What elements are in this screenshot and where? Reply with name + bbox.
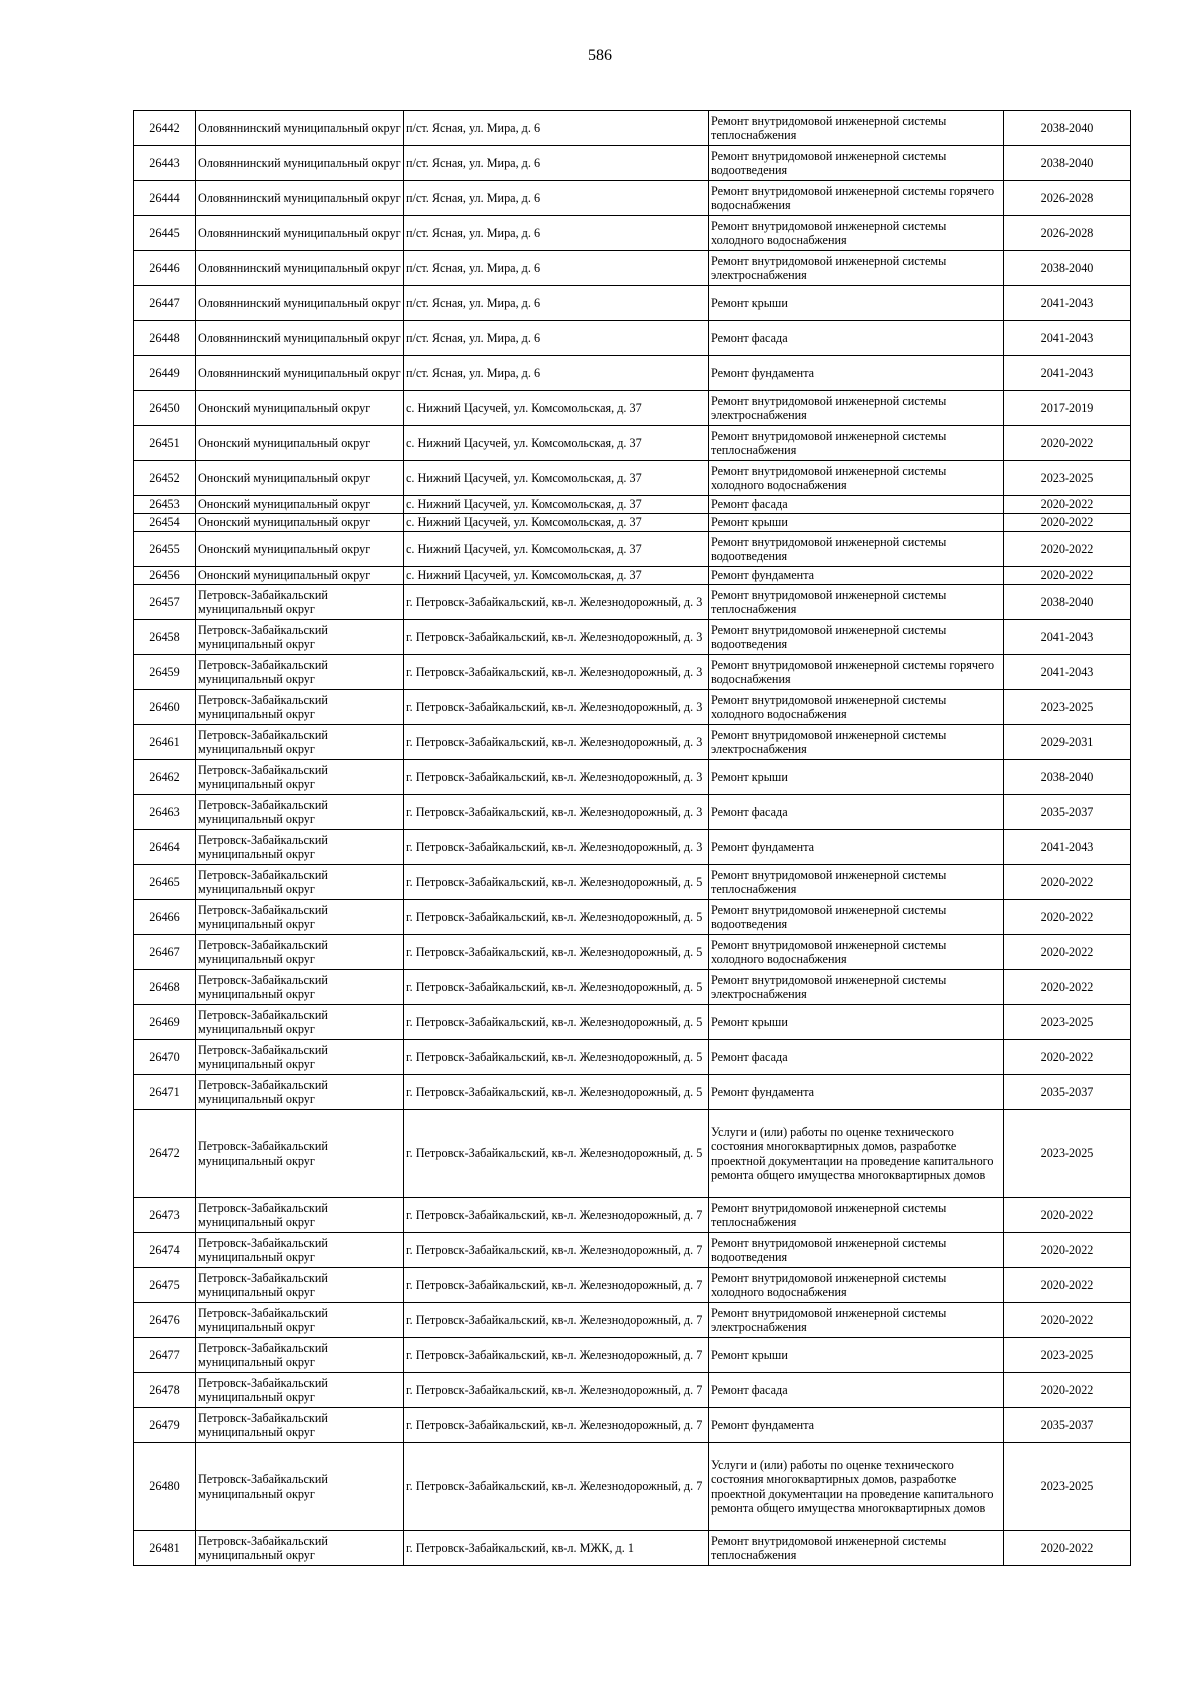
- district-cell: Петровск-Забайкальский муниципальный округ: [196, 1373, 404, 1408]
- work-type-cell: Ремонт внутридомовой инженерной системы холодного водоснабжения: [709, 461, 1004, 496]
- district-cell: Петровск-Забайкальский муниципальный округ: [196, 655, 404, 690]
- work-type-cell: Услуги и (или) работы по оценке технического состояния многоквартирных домов, разработке проектной документации на проведение капитального ремонта общего имущества многоквартирных домов: [709, 1110, 1004, 1198]
- table-row: [134, 1075, 1131, 1110]
- district-cell: Петровск-Забайкальский муниципальный округ: [196, 1040, 404, 1075]
- years-cell: 2020-2022: [1004, 567, 1131, 585]
- work-type-cell: Ремонт внутридомовой инженерной системы электроснабжения: [709, 1303, 1004, 1338]
- district-cell: Петровск-Забайкальский муниципальный округ: [196, 1303, 404, 1338]
- address-cell: п/ст. Ясная, ул. Мира, д. 6: [404, 356, 709, 391]
- table-row: [134, 1531, 1131, 1566]
- work-type-cell: Ремонт фасада: [709, 321, 1004, 356]
- table-row: [134, 1408, 1131, 1443]
- work-type-cell: Ремонт фундамента: [709, 830, 1004, 865]
- address-cell: г. Петровск-Забайкальский, кв-л. Железнодорожный, д. 3: [404, 795, 709, 830]
- work-type-cell: Ремонт внутридомовой инженерной системы водоотведения: [709, 620, 1004, 655]
- years-cell: 2020-2022: [1004, 1303, 1131, 1338]
- address-cell: г. Петровск-Забайкальский, кв-л. Железнодорожный, д. 7: [404, 1408, 709, 1443]
- address-cell: г. Петровск-Забайкальский, кв-л. Железнодорожный, д. 5: [404, 1075, 709, 1110]
- row-number-cell: 26460: [134, 690, 196, 725]
- years-cell: 2041-2043: [1004, 830, 1131, 865]
- row-number-cell: 26472: [134, 1110, 196, 1198]
- district-cell: Оловяннинский муниципальный округ: [196, 146, 404, 181]
- row-number-cell: 26448: [134, 321, 196, 356]
- work-type-cell: Ремонт крыши: [709, 286, 1004, 321]
- address-cell: г. Петровск-Забайкальский, кв-л. Железнодорожный, д. 3: [404, 585, 709, 620]
- district-cell: Петровск-Забайкальский муниципальный округ: [196, 1443, 404, 1531]
- district-cell: Оловяннинский муниципальный округ: [196, 356, 404, 391]
- work-type-cell: Ремонт внутридомовой инженерной системы теплоснабжения: [709, 111, 1004, 146]
- address-cell: г. Петровск-Забайкальский, кв-л. Железнодорожный, д. 5: [404, 1040, 709, 1075]
- table-row: [134, 286, 1131, 321]
- work-type-cell: Ремонт фасада: [709, 795, 1004, 830]
- table-row: [134, 690, 1131, 725]
- years-cell: 2020-2022: [1004, 532, 1131, 567]
- address-cell: г. Петровск-Забайкальский, кв-л. Железнодорожный, д. 5: [404, 935, 709, 970]
- years-cell: 2023-2025: [1004, 690, 1131, 725]
- address-cell: г. Петровск-Забайкальский, кв-л. Железнодорожный, д. 7: [404, 1338, 709, 1373]
- row-number-cell: 26452: [134, 461, 196, 496]
- district-cell: Петровск-Забайкальский муниципальный округ: [196, 900, 404, 935]
- row-number-cell: 26451: [134, 426, 196, 461]
- address-cell: г. Петровск-Забайкальский, кв-л. Железнодорожный, д. 3: [404, 655, 709, 690]
- table-row: [134, 181, 1131, 216]
- district-cell: Петровск-Забайкальский муниципальный округ: [196, 1268, 404, 1303]
- address-cell: г. Петровск-Забайкальский, кв-л. Железнодорожный, д. 3: [404, 830, 709, 865]
- district-cell: Петровск-Забайкальский муниципальный округ: [196, 1005, 404, 1040]
- years-cell: 2020-2022: [1004, 1373, 1131, 1408]
- district-cell: Ононский муниципальный округ: [196, 391, 404, 426]
- years-cell: 2029-2031: [1004, 725, 1131, 760]
- work-type-cell: Ремонт внутридомовой инженерной системы водоотведения: [709, 900, 1004, 935]
- address-cell: с. Нижний Цасучей, ул. Комсомольская, д. 37: [404, 426, 709, 461]
- years-cell: 2035-2037: [1004, 1408, 1131, 1443]
- years-cell: 2041-2043: [1004, 356, 1131, 391]
- address-cell: п/ст. Ясная, ул. Мира, д. 6: [404, 216, 709, 251]
- work-type-cell: Ремонт внутридомовой инженерной системы холодного водоснабжения: [709, 1268, 1004, 1303]
- table-row: [134, 1110, 1131, 1198]
- district-cell: Ононский муниципальный округ: [196, 426, 404, 461]
- address-cell: п/ст. Ясная, ул. Мира, д. 6: [404, 251, 709, 286]
- address-cell: п/ст. Ясная, ул. Мира, д. 6: [404, 181, 709, 216]
- years-cell: 2020-2022: [1004, 1040, 1131, 1075]
- years-cell: 2020-2022: [1004, 1198, 1131, 1233]
- district-cell: Петровск-Забайкальский муниципальный округ: [196, 585, 404, 620]
- address-cell: п/ст. Ясная, ул. Мира, д. 6: [404, 146, 709, 181]
- row-number-cell: 26476: [134, 1303, 196, 1338]
- row-number-cell: 26464: [134, 830, 196, 865]
- table-row: [134, 146, 1131, 181]
- years-cell: 2023-2025: [1004, 1443, 1131, 1531]
- years-cell: 2035-2037: [1004, 1075, 1131, 1110]
- district-cell: Ононский муниципальный округ: [196, 514, 404, 532]
- table-row: [134, 970, 1131, 1005]
- row-number-cell: 26473: [134, 1198, 196, 1233]
- address-cell: г. Петровск-Забайкальский, кв-л. Железнодорожный, д. 3: [404, 620, 709, 655]
- work-type-cell: Ремонт фундамента: [709, 356, 1004, 391]
- years-cell: 2038-2040: [1004, 111, 1131, 146]
- table-row: [134, 111, 1131, 146]
- district-cell: Петровск-Забайкальский муниципальный округ: [196, 760, 404, 795]
- address-cell: г. Петровск-Забайкальский, кв-л. Железнодорожный, д. 7: [404, 1198, 709, 1233]
- table-row: [134, 567, 1131, 585]
- table-row: [134, 532, 1131, 567]
- address-cell: г. Петровск-Забайкальский, кв-л. Железнодорожный, д. 3: [404, 760, 709, 795]
- row-number-cell: 26479: [134, 1408, 196, 1443]
- address-cell: с. Нижний Цасучей, ул. Комсомольская, д. 37: [404, 496, 709, 514]
- row-number-cell: 26443: [134, 146, 196, 181]
- district-cell: Петровск-Забайкальский муниципальный округ: [196, 865, 404, 900]
- table-row: [134, 461, 1131, 496]
- years-cell: 2035-2037: [1004, 795, 1131, 830]
- row-number-cell: 26457: [134, 585, 196, 620]
- table-row: [134, 830, 1131, 865]
- address-cell: п/ст. Ясная, ул. Мира, д. 6: [404, 321, 709, 356]
- years-cell: 2020-2022: [1004, 935, 1131, 970]
- years-cell: 2041-2043: [1004, 321, 1131, 356]
- row-number-cell: 26477: [134, 1338, 196, 1373]
- work-type-cell: Ремонт крыши: [709, 1005, 1004, 1040]
- address-cell: с. Нижний Цасучей, ул. Комсомольская, д. 37: [404, 532, 709, 567]
- district-cell: Петровск-Забайкальский муниципальный округ: [196, 1075, 404, 1110]
- district-cell: Петровск-Забайкальский муниципальный округ: [196, 1408, 404, 1443]
- row-number-cell: 26474: [134, 1233, 196, 1268]
- table-row: [134, 935, 1131, 970]
- district-cell: Оловяннинский муниципальный округ: [196, 321, 404, 356]
- district-cell: Оловяннинский муниципальный округ: [196, 286, 404, 321]
- address-cell: г. Петровск-Забайкальский, кв-л. Железнодорожный, д. 5: [404, 900, 709, 935]
- work-type-cell: Ремонт внутридомовой инженерной системы теплоснабжения: [709, 865, 1004, 900]
- table-row: [134, 496, 1131, 514]
- work-type-cell: Ремонт внутридомовой инженерной системы горячего водоснабжения: [709, 655, 1004, 690]
- years-cell: 2038-2040: [1004, 251, 1131, 286]
- district-cell: Петровск-Забайкальский муниципальный округ: [196, 1110, 404, 1198]
- table-row: [134, 1233, 1131, 1268]
- years-cell: 2038-2040: [1004, 585, 1131, 620]
- row-number-cell: 26461: [134, 725, 196, 760]
- years-cell: 2023-2025: [1004, 1005, 1131, 1040]
- work-type-cell: Ремонт внутридомовой инженерной системы электроснабжения: [709, 725, 1004, 760]
- work-type-cell: Ремонт фасада: [709, 1040, 1004, 1075]
- table-row: [134, 1303, 1131, 1338]
- years-cell: 2041-2043: [1004, 286, 1131, 321]
- table-row: [134, 1373, 1131, 1408]
- row-number-cell: 26454: [134, 514, 196, 532]
- address-cell: п/ст. Ясная, ул. Мира, д. 6: [404, 286, 709, 321]
- work-type-cell: Ремонт фасада: [709, 1373, 1004, 1408]
- district-cell: Петровск-Забайкальский муниципальный округ: [196, 1233, 404, 1268]
- district-cell: Петровск-Забайкальский муниципальный округ: [196, 1198, 404, 1233]
- address-cell: с. Нижний Цасучей, ул. Комсомольская, д. 37: [404, 461, 709, 496]
- table-row: [134, 321, 1131, 356]
- district-cell: Ононский муниципальный округ: [196, 532, 404, 567]
- work-type-cell: Ремонт внутридомовой инженерной системы теплоснабжения: [709, 426, 1004, 461]
- work-type-cell: Ремонт внутридомовой инженерной системы теплоснабжения: [709, 1198, 1004, 1233]
- table-row: [134, 655, 1131, 690]
- address-cell: г. Петровск-Забайкальский, кв-л. Железнодорожный, д. 3: [404, 725, 709, 760]
- table-row: [134, 356, 1131, 391]
- work-type-cell: Ремонт внутридомовой инженерной системы электроснабжения: [709, 251, 1004, 286]
- address-cell: с. Нижний Цасучей, ул. Комсомольская, д. 37: [404, 514, 709, 532]
- years-cell: 2020-2022: [1004, 1233, 1131, 1268]
- years-cell: 2038-2040: [1004, 760, 1131, 795]
- district-cell: Оловяннинский муниципальный округ: [196, 216, 404, 251]
- address-cell: г. Петровск-Забайкальский, кв-л. Железнодорожный, д. 5: [404, 865, 709, 900]
- work-type-cell: Ремонт внутридомовой инженерной системы электроснабжения: [709, 970, 1004, 1005]
- district-cell: Петровск-Забайкальский муниципальный округ: [196, 1338, 404, 1373]
- work-type-cell: Ремонт внутридомовой инженерной системы водоотведения: [709, 146, 1004, 181]
- row-number-cell: 26459: [134, 655, 196, 690]
- district-cell: Петровск-Забайкальский муниципальный округ: [196, 970, 404, 1005]
- work-type-cell: Ремонт фасада: [709, 496, 1004, 514]
- address-cell: г. Петровск-Забайкальский, кв-л. МЖК, д. 1: [404, 1531, 709, 1566]
- district-cell: Ононский муниципальный округ: [196, 567, 404, 585]
- row-number-cell: 26465: [134, 865, 196, 900]
- row-number-cell: 26471: [134, 1075, 196, 1110]
- row-number-cell: 26480: [134, 1443, 196, 1531]
- table-row: [134, 760, 1131, 795]
- work-type-cell: Ремонт фундамента: [709, 567, 1004, 585]
- row-number-cell: 26445: [134, 216, 196, 251]
- address-cell: с. Нижний Цасучей, ул. Комсомольская, д. 37: [404, 567, 709, 585]
- row-number-cell: 26462: [134, 760, 196, 795]
- table-row: [134, 865, 1131, 900]
- years-cell: 2041-2043: [1004, 620, 1131, 655]
- row-number-cell: 26444: [134, 181, 196, 216]
- address-cell: г. Петровск-Забайкальский, кв-л. Железнодорожный, д. 7: [404, 1268, 709, 1303]
- address-cell: г. Петровск-Забайкальский, кв-л. Железнодорожный, д. 7: [404, 1233, 709, 1268]
- address-cell: г. Петровск-Забайкальский, кв-л. Железнодорожный, д. 7: [404, 1373, 709, 1408]
- table-row: [134, 1443, 1131, 1531]
- years-cell: 2020-2022: [1004, 514, 1131, 532]
- years-cell: 2023-2025: [1004, 1110, 1131, 1198]
- row-number-cell: 26469: [134, 1005, 196, 1040]
- district-cell: Ононский муниципальный округ: [196, 461, 404, 496]
- work-type-cell: Ремонт крыши: [709, 1338, 1004, 1373]
- row-number-cell: 26475: [134, 1268, 196, 1303]
- table-row: [134, 1268, 1131, 1303]
- district-cell: Оловяннинский муниципальный округ: [196, 181, 404, 216]
- years-cell: 2026-2028: [1004, 216, 1131, 251]
- district-cell: Оловяннинский муниципальный округ: [196, 111, 404, 146]
- row-number-cell: 26447: [134, 286, 196, 321]
- years-cell: 2020-2022: [1004, 900, 1131, 935]
- row-number-cell: 26468: [134, 970, 196, 1005]
- work-type-cell: Услуги и (или) работы по оценке технического состояния многоквартирных домов, разработке проектной документации на проведение капитального ремонта общего имущества многоквартирных домов: [709, 1443, 1004, 1531]
- address-cell: с. Нижний Цасучей, ул. Комсомольская, д. 37: [404, 391, 709, 426]
- row-number-cell: 26463: [134, 795, 196, 830]
- table-row: [134, 1040, 1131, 1075]
- years-cell: 2017-2019: [1004, 391, 1131, 426]
- work-type-cell: Ремонт фундамента: [709, 1408, 1004, 1443]
- work-type-cell: Ремонт внутридомовой инженерной системы холодного водоснабжения: [709, 216, 1004, 251]
- years-cell: 2020-2022: [1004, 426, 1131, 461]
- years-cell: 2020-2022: [1004, 1531, 1131, 1566]
- work-type-cell: Ремонт внутридомовой инженерной системы водоотведения: [709, 532, 1004, 567]
- address-cell: г. Петровск-Забайкальский, кв-л. Железнодорожный, д. 7: [404, 1303, 709, 1338]
- address-cell: г. Петровск-Забайкальский, кв-л. Железнодорожный, д. 5: [404, 1110, 709, 1198]
- work-type-cell: Ремонт внутридомовой инженерной системы горячего водоснабжения: [709, 181, 1004, 216]
- table-row: [134, 216, 1131, 251]
- row-number-cell: 26470: [134, 1040, 196, 1075]
- row-number-cell: 26449: [134, 356, 196, 391]
- row-number-cell: 26466: [134, 900, 196, 935]
- row-number-cell: 26467: [134, 935, 196, 970]
- work-type-cell: Ремонт крыши: [709, 514, 1004, 532]
- years-cell: 2020-2022: [1004, 865, 1131, 900]
- table-row: [134, 514, 1131, 532]
- work-type-cell: Ремонт внутридомовой инженерной системы холодного водоснабжения: [709, 935, 1004, 970]
- district-cell: Петровск-Забайкальский муниципальный округ: [196, 795, 404, 830]
- row-number-cell: 26456: [134, 567, 196, 585]
- table-row: [134, 900, 1131, 935]
- district-cell: Петровск-Забайкальский муниципальный округ: [196, 690, 404, 725]
- table-row: [134, 426, 1131, 461]
- years-cell: 2023-2025: [1004, 461, 1131, 496]
- district-cell: Оловяннинский муниципальный округ: [196, 251, 404, 286]
- address-cell: г. Петровск-Забайкальский, кв-л. Железнодорожный, д. 5: [404, 1005, 709, 1040]
- district-cell: Петровск-Забайкальский муниципальный округ: [196, 830, 404, 865]
- district-cell: Петровск-Забайкальский муниципальный округ: [196, 725, 404, 760]
- row-number-cell: 26442: [134, 111, 196, 146]
- years-cell: 2023-2025: [1004, 1338, 1131, 1373]
- work-type-cell: Ремонт внутридомовой инженерной системы теплоснабжения: [709, 585, 1004, 620]
- work-type-cell: Ремонт внутридомовой инженерной системы теплоснабжения: [709, 1531, 1004, 1566]
- address-cell: п/ст. Ясная, ул. Мира, д. 6: [404, 111, 709, 146]
- address-cell: г. Петровск-Забайкальский, кв-л. Железнодорожный, д. 3: [404, 690, 709, 725]
- repair-schedule-table: [133, 110, 1131, 1566]
- row-number-cell: 26458: [134, 620, 196, 655]
- table-row: [134, 725, 1131, 760]
- row-number-cell: 26450: [134, 391, 196, 426]
- row-number-cell: 26453: [134, 496, 196, 514]
- work-type-cell: Ремонт крыши: [709, 760, 1004, 795]
- years-cell: 2020-2022: [1004, 970, 1131, 1005]
- table-row: [134, 1338, 1131, 1373]
- district-cell: Петровск-Забайкальский муниципальный округ: [196, 620, 404, 655]
- table-row: [134, 1005, 1131, 1040]
- address-cell: г. Петровск-Забайкальский, кв-л. Железнодорожный, д. 7: [404, 1443, 709, 1531]
- row-number-cell: 26446: [134, 251, 196, 286]
- years-cell: 2020-2022: [1004, 496, 1131, 514]
- page-number: 586: [588, 47, 612, 64]
- work-type-cell: Ремонт внутридомовой инженерной системы электроснабжения: [709, 391, 1004, 426]
- table-row: [134, 251, 1131, 286]
- years-cell: 2026-2028: [1004, 181, 1131, 216]
- work-type-cell: Ремонт фундамента: [709, 1075, 1004, 1110]
- work-type-cell: Ремонт внутридомовой инженерной системы холодного водоснабжения: [709, 690, 1004, 725]
- row-number-cell: 26455: [134, 532, 196, 567]
- years-cell: 2038-2040: [1004, 146, 1131, 181]
- district-cell: Ононский муниципальный округ: [196, 496, 404, 514]
- years-cell: 2041-2043: [1004, 655, 1131, 690]
- row-number-cell: 26481: [134, 1531, 196, 1566]
- years-cell: 2020-2022: [1004, 1268, 1131, 1303]
- district-cell: Петровск-Забайкальский муниципальный округ: [196, 935, 404, 970]
- district-cell: Петровск-Забайкальский муниципальный округ: [196, 1531, 404, 1566]
- table-row: [134, 795, 1131, 830]
- row-number-cell: 26478: [134, 1373, 196, 1408]
- table-row: [134, 620, 1131, 655]
- work-type-cell: Ремонт внутридомовой инженерной системы водоотведения: [709, 1233, 1004, 1268]
- table-row: [134, 585, 1131, 620]
- table-row: [134, 391, 1131, 426]
- table-row: [134, 1198, 1131, 1233]
- address-cell: г. Петровск-Забайкальский, кв-л. Железнодорожный, д. 5: [404, 970, 709, 1005]
